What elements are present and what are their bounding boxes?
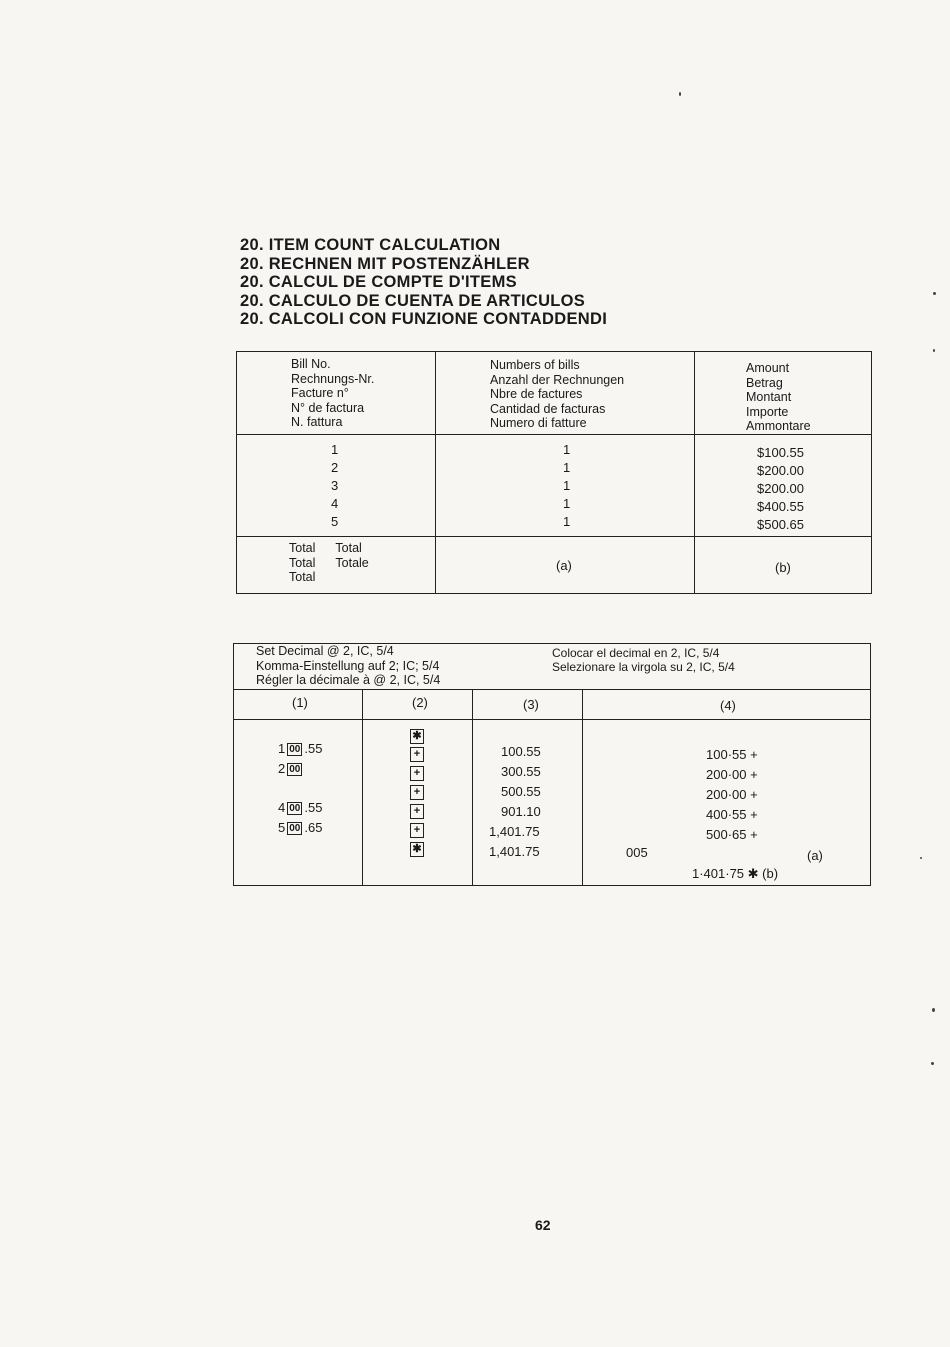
plus-key-icon: +	[410, 804, 424, 819]
item-count: 005	[626, 845, 648, 860]
printout-line: 500·65 +	[706, 827, 758, 842]
bill-number: 2	[331, 460, 339, 475]
total-amount: (b)	[775, 560, 791, 575]
total-key-icon: ✱	[410, 729, 424, 744]
total-labels: Total Total Total Totale Total	[289, 541, 369, 584]
double-zero-key: 00	[289, 823, 301, 835]
printout-line: 100·55 +	[706, 747, 758, 762]
amount-header: Amount Betrag Montant Importe Ammontare	[746, 361, 811, 433]
entry-row: 2 00	[278, 761, 301, 776]
row-divider	[234, 689, 870, 690]
title-de: 20. RECHNEN MIT POSTENZÄHLER	[240, 254, 530, 273]
row-divider	[234, 719, 870, 720]
display-value: 100.55	[501, 744, 541, 759]
double-zero-key: 00	[289, 764, 301, 776]
display-value: 500.55	[501, 784, 541, 799]
printout-total: 1·401·75 ✱ (b)	[692, 866, 779, 881]
row-divider	[237, 434, 871, 435]
entry-row: 1 00 .55	[278, 741, 323, 756]
scan-speck	[933, 349, 935, 352]
bill-amount: $400.55	[757, 499, 804, 514]
title-es: 20. CALCULO DE CUENTA DE ARTICULOS	[240, 291, 586, 310]
bill-amount: $200.00	[757, 463, 804, 478]
col-divider	[582, 689, 583, 885]
plus-key-icon: +	[410, 766, 424, 781]
plus-key-icon: +	[410, 785, 424, 800]
bill-amount: $200.00	[757, 481, 804, 496]
scan-speck	[932, 1008, 935, 1012]
col-divider	[435, 352, 436, 593]
bills-table	[236, 351, 872, 594]
bill-number: 5	[331, 514, 339, 529]
total-key-icon: ✱	[410, 842, 424, 857]
col-divider	[694, 352, 695, 593]
col-header-1: (1)	[292, 695, 308, 710]
settings-left: Set Decimal @ 2, IC, 5/4 Komma-Einstellung auf 2; IC; 5/4 Régler la décimale à @ 2, IC, 5/4	[256, 644, 441, 687]
printout-a-label: (a)	[807, 848, 823, 863]
bill-number: 4	[331, 496, 339, 511]
double-zero-key: 00	[289, 744, 301, 756]
col-divider	[472, 689, 473, 885]
plus-key-icon: +	[410, 823, 424, 838]
display-value: 1,401.75	[489, 844, 540, 859]
section-titles	[240, 236, 607, 329]
settings-right: Colocar el decimal en 2, IC, 5/4 Selezionare la virgola su 2, IC, 5/4	[552, 646, 735, 674]
col-divider	[362, 689, 363, 885]
plus-key-icon: +	[410, 747, 424, 762]
calculation-table	[233, 643, 871, 886]
display-value: 1,401.75	[489, 824, 540, 839]
col-header-3: (3)	[523, 697, 539, 712]
scan-speck	[931, 1062, 934, 1065]
display-value: 300.55	[501, 764, 541, 779]
title-fr: 20. CALCUL DE COMPTE D'ITEMS	[240, 273, 517, 291]
printout-line: 200·00 +	[706, 767, 758, 782]
bill-amount: $500.65	[757, 517, 804, 532]
scan-speck	[933, 292, 936, 295]
bill-count: 1	[563, 460, 571, 475]
entry-row: 5 00 .65	[278, 820, 323, 835]
printout-line: 200·00 +	[706, 787, 758, 802]
total-count: (a)	[556, 558, 572, 573]
bill-count: 1	[563, 478, 571, 493]
printout-line: 400·55 +	[706, 807, 758, 822]
double-zero-key: 00	[289, 803, 301, 815]
title-en: 20. ITEM COUNT CALCULATION	[240, 236, 501, 254]
display-value: 901.10	[501, 804, 541, 819]
scan-speck	[920, 857, 922, 859]
bill-count: 1	[563, 496, 571, 511]
count-header: Numbers of bills Anzahl der Rechnungen Nbre de factures Cantidad de facturas Numero di fatture	[490, 358, 625, 430]
bill-count: 1	[563, 442, 571, 457]
scan-speck	[679, 92, 681, 96]
title-it: 20. CALCOLI CON FUNZIONE CONTADDENDI	[240, 310, 608, 328]
page-number: 62	[535, 1217, 551, 1233]
entry-row: 4 00 .55	[278, 800, 323, 815]
row-divider	[237, 536, 871, 537]
bill-amount: $100.55	[757, 445, 804, 460]
col-header-4: (4)	[720, 698, 736, 713]
bill-number: 3	[331, 478, 339, 493]
bill-count: 1	[563, 514, 571, 529]
bill-number: 1	[331, 442, 339, 457]
col-header-2: (2)	[412, 695, 428, 710]
bill-header: Bill No. Rechnungs-Nr. Facture n° N° de factura N. fattura	[291, 357, 375, 429]
